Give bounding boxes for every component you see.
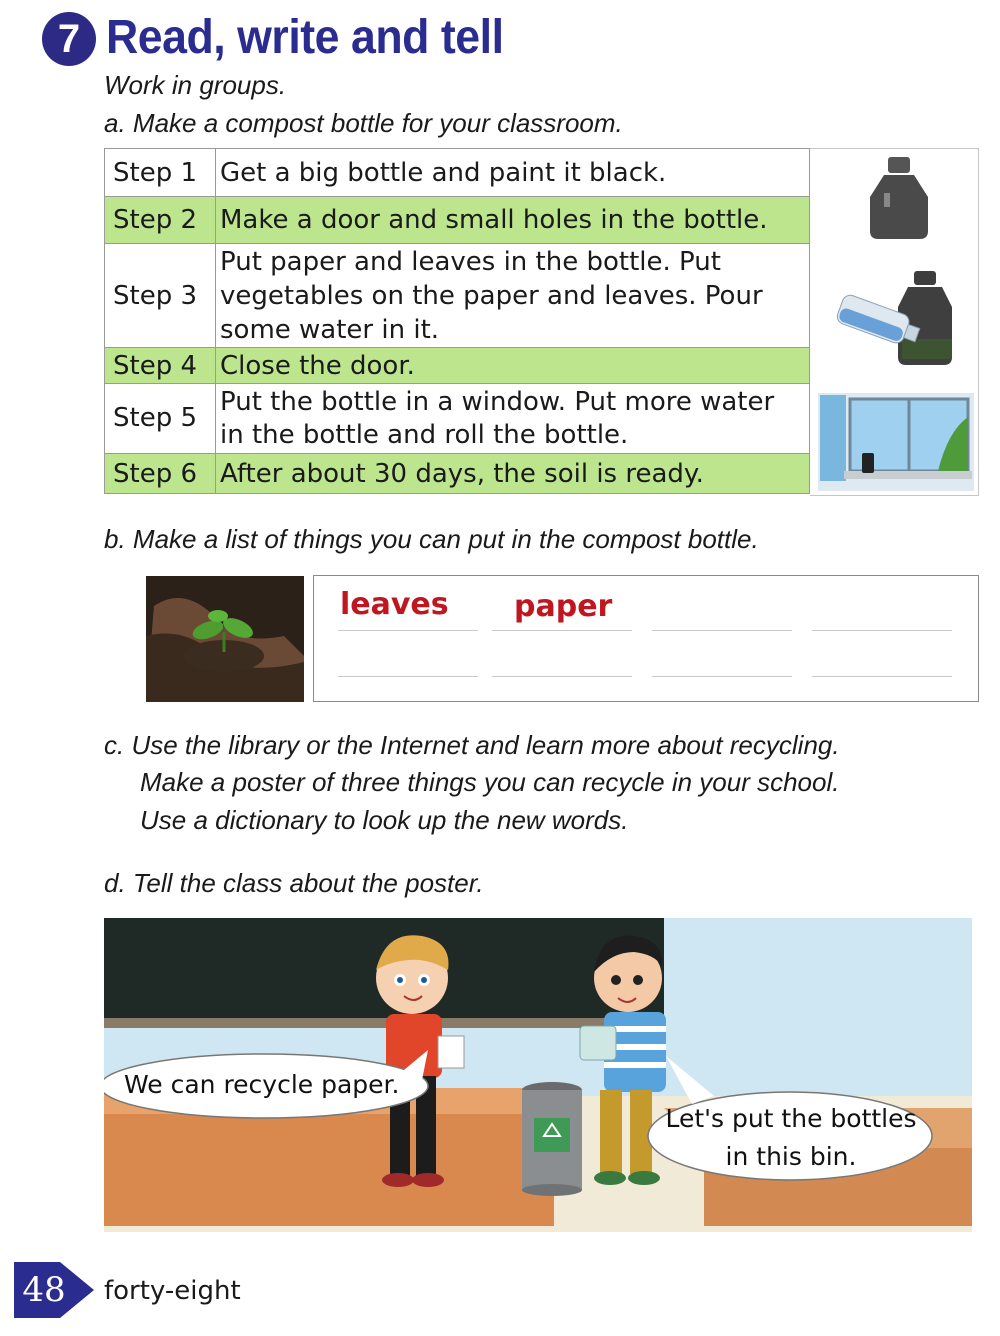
part-a-prompt: a. Make a compost bottle for your classroom. [104, 108, 623, 138]
seedling-photo [146, 576, 304, 702]
step-text: After about 30 days, the soil is ready. [216, 454, 810, 494]
step-illustrations [810, 148, 979, 496]
word-list-box [313, 575, 979, 702]
activity-number-badge: 7 [42, 12, 96, 66]
write-line [652, 676, 792, 677]
step-label: Step 3 [105, 244, 216, 348]
page-number-badge [14, 1262, 94, 1322]
step-row [105, 244, 810, 348]
word-leaves: leaves [340, 587, 449, 622]
part-b-prompt: b. Make a list of things you can put in the compost bottle. [104, 524, 759, 554]
step-row [105, 384, 810, 454]
steps-table [104, 148, 810, 494]
black-bottle-illustration [870, 157, 928, 239]
page-title: Read, write and tell [106, 11, 504, 64]
step-text: Make a door and small holes in the bottle. [216, 197, 810, 244]
step-row [105, 348, 810, 384]
part-d-prompt: d. Tell the class about the poster. [104, 868, 484, 898]
write-line [492, 676, 632, 677]
instruction: Work in groups. [104, 70, 287, 100]
step-text: Close the door. [216, 348, 810, 384]
write-line [812, 630, 952, 631]
classroom-recycling-illustration [104, 918, 972, 1232]
step-label: Step 5 [105, 384, 216, 454]
write-line [338, 676, 478, 677]
step-label: Step 1 [105, 149, 216, 197]
page-number-word: forty-eight [104, 1276, 241, 1306]
step-label: Step 6 [105, 454, 216, 494]
window-scene-illustration [818, 393, 974, 491]
step-text: Get a big bottle and paint it black. [216, 149, 810, 197]
step-text: Put the bottle in a window. Put more water in the bottle and roll the bottle. [216, 384, 810, 454]
word-paper: paper [514, 589, 613, 624]
write-line [812, 676, 952, 677]
page-number: 48 [22, 1270, 66, 1310]
part-c-line-2: Make a poster of three things you can recycle in your school. [140, 767, 840, 797]
step-row [105, 454, 810, 494]
step-row [105, 149, 810, 197]
speech-bubble-right: Let's put the bottles in this bin. [665, 1104, 917, 1171]
step-text: Put paper and leaves in the bottle. Put vegetables on the paper and leaves. Pour some water in it. [216, 244, 810, 348]
write-line [338, 630, 478, 631]
step-label: Step 2 [105, 197, 216, 244]
write-line [492, 630, 632, 631]
part-c-line-3: Use a dictionary to look up the new words. [140, 805, 629, 835]
speech-bubble-left: We can recycle paper. [124, 1070, 400, 1099]
pouring-bottle-illustration [835, 271, 952, 365]
part-c-line-1: c. Use the library or the Internet and learn more about recycling. [104, 730, 840, 760]
step-row [105, 197, 810, 244]
step-label: Step 4 [105, 348, 216, 384]
recycling-bin [522, 1082, 582, 1196]
write-line [652, 630, 792, 631]
